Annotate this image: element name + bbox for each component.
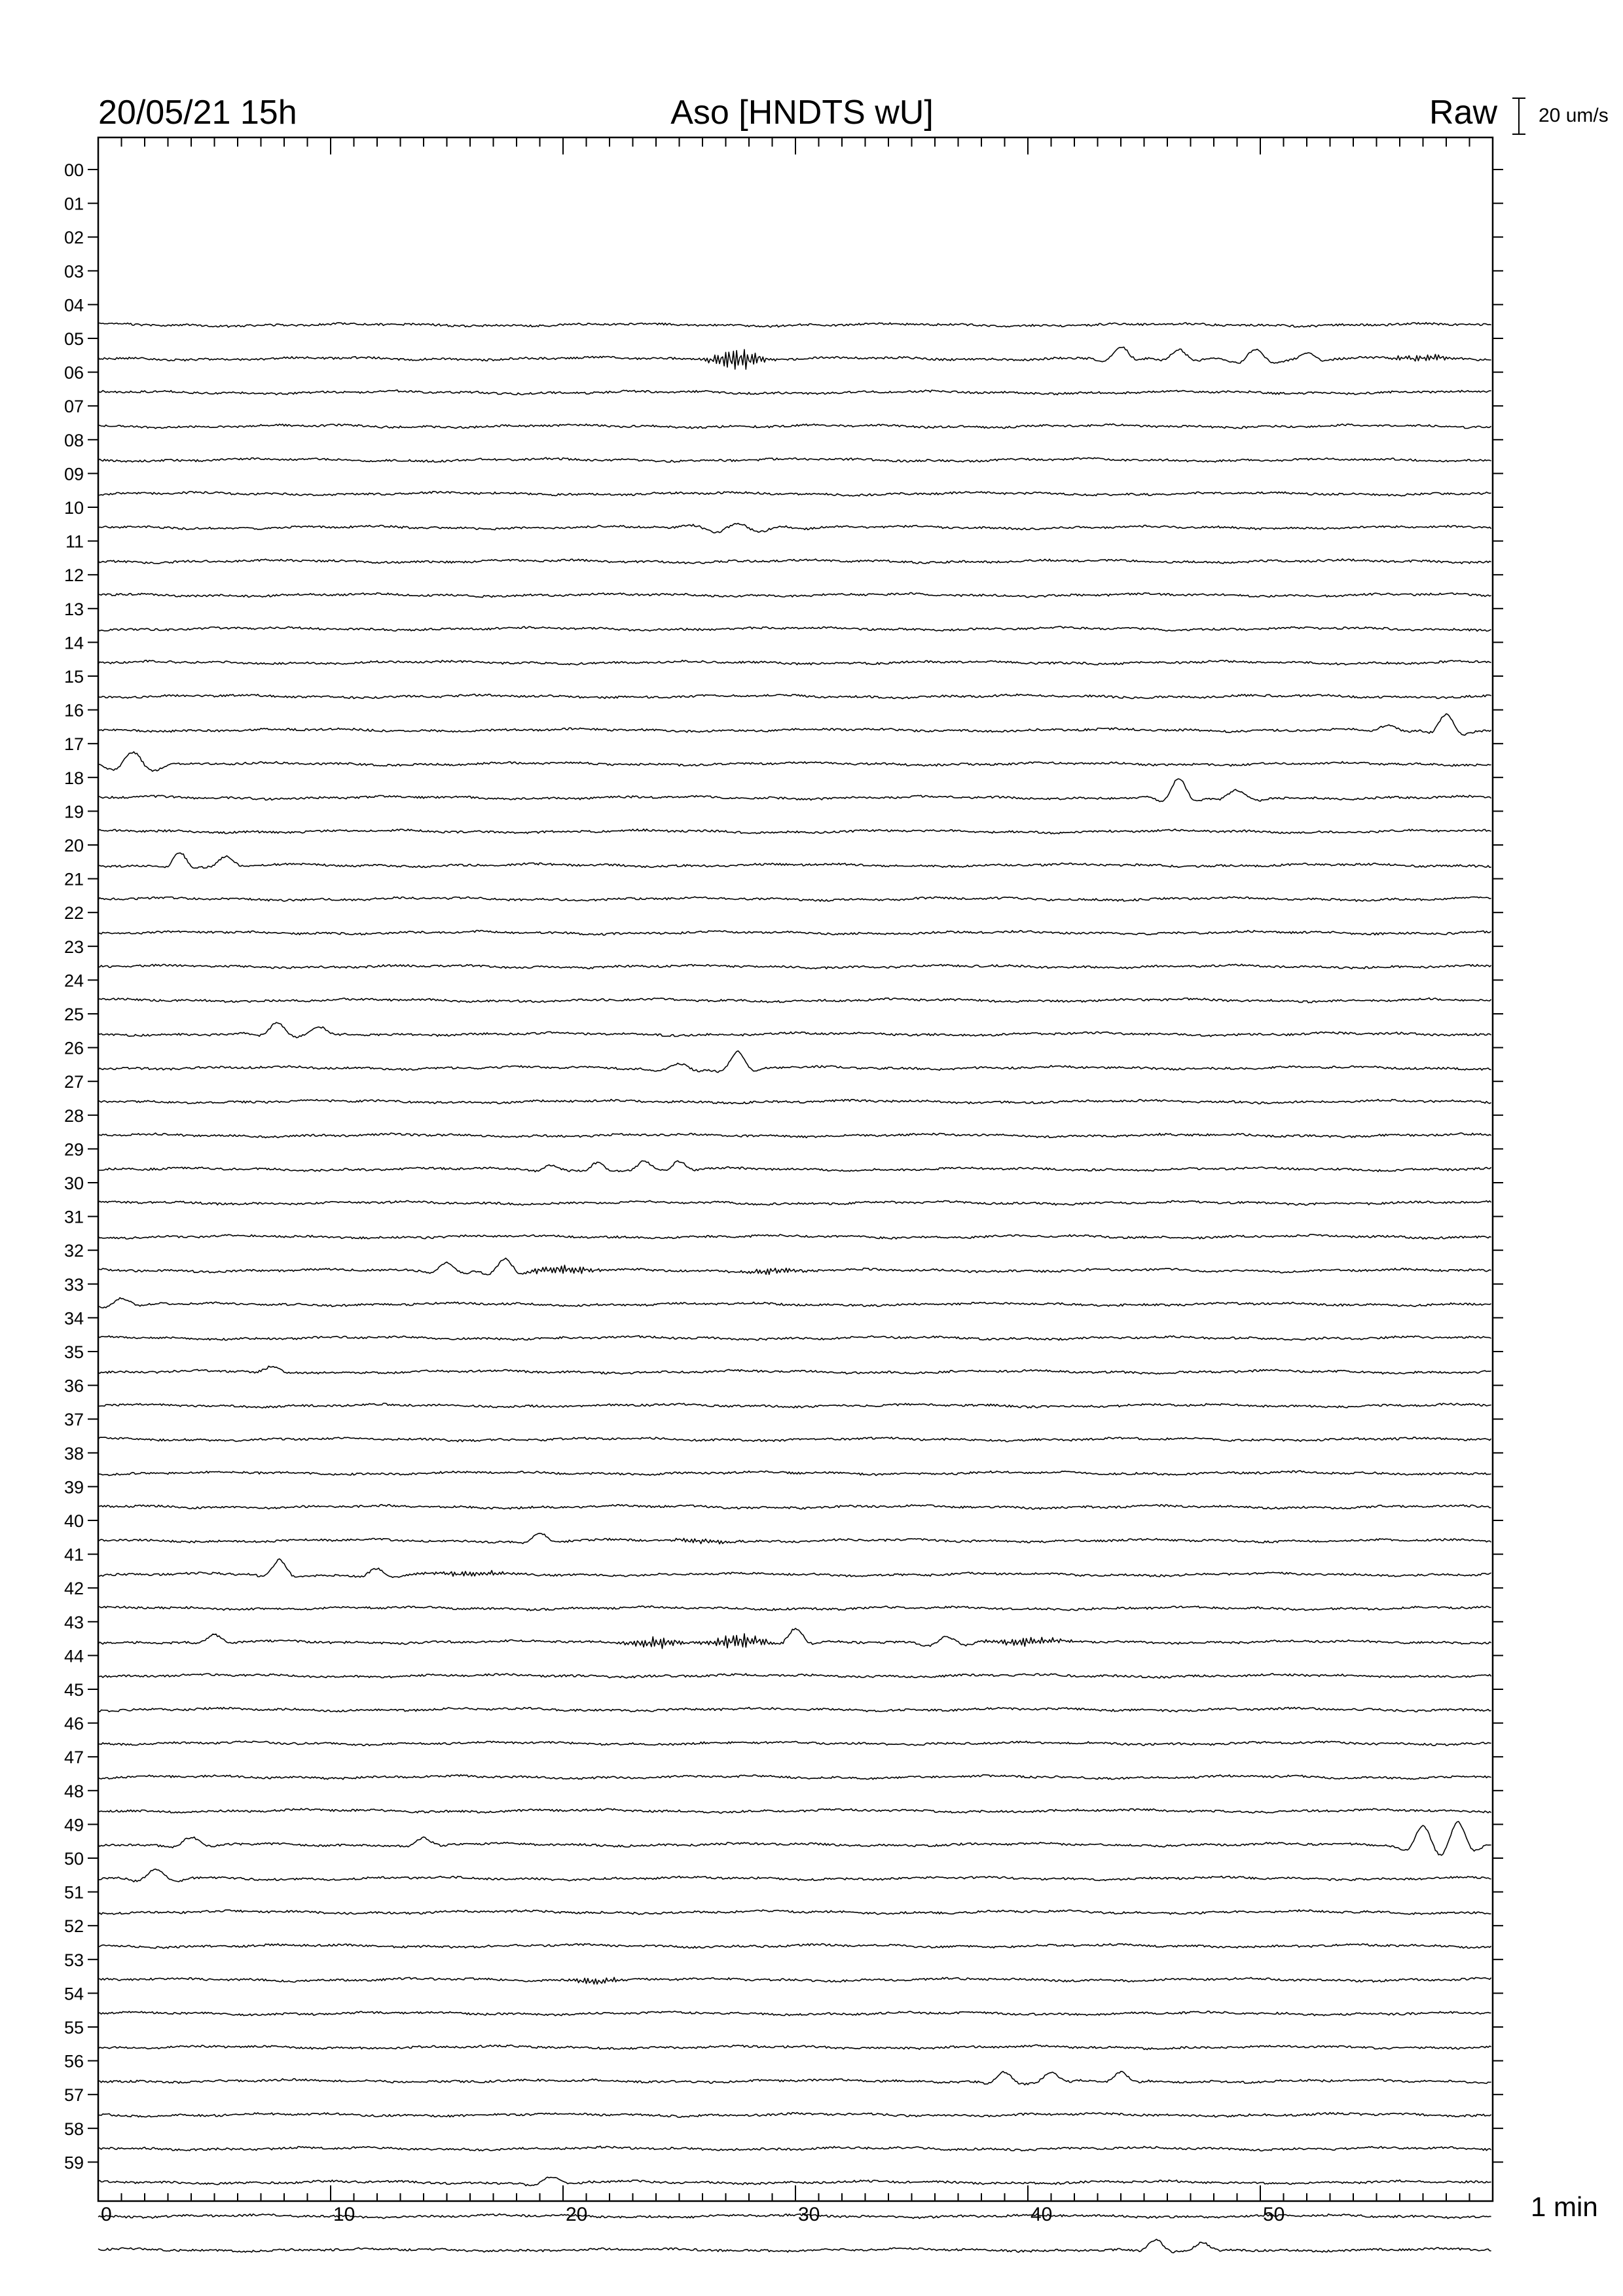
trace-line	[98, 1100, 1491, 1104]
row-label: 22	[64, 903, 84, 924]
mode-label: Raw	[1429, 94, 1498, 132]
trace-line	[98, 492, 1491, 496]
trace-line	[98, 964, 1491, 969]
trace-line	[98, 1437, 1491, 1442]
row-label: 40	[64, 1511, 84, 1531]
trace-line	[98, 714, 1491, 736]
row-label: 38	[64, 1443, 84, 1463]
x-axis-unit-label: 1 min	[1531, 2191, 1598, 2222]
row-label: 23	[64, 937, 84, 957]
trace-line	[98, 2177, 1491, 2185]
trace-line	[98, 1910, 1491, 1914]
trace-line	[98, 2113, 1491, 2117]
row-label: 02	[64, 228, 84, 248]
row-label: 16	[64, 700, 84, 721]
trace-line	[98, 1977, 1491, 1984]
trace-line	[98, 457, 1491, 462]
trace-line	[98, 1821, 1491, 1856]
trace-line	[98, 1051, 1491, 1073]
trace-line	[98, 323, 1491, 327]
row-label: 03	[64, 261, 84, 281]
row-label: 55	[64, 2018, 84, 2037]
trace-line	[98, 1133, 1491, 1138]
row-label: 00	[64, 160, 84, 180]
row-label: 48	[64, 1781, 84, 1801]
trace-line	[98, 1944, 1491, 1948]
row-label: 31	[64, 1207, 84, 1227]
trace-line	[98, 1707, 1491, 1712]
row-labels	[64, 160, 1503, 2172]
trace-line	[98, 1606, 1491, 1611]
station-title: Aso [HNDTS wU]	[670, 94, 934, 132]
row-label: 26	[64, 1038, 84, 1058]
row-label: 08	[64, 430, 84, 450]
row-label: 20	[64, 836, 84, 855]
trace-line	[98, 1258, 1491, 1275]
row-label: 12	[64, 565, 84, 586]
trace-line	[98, 660, 1491, 665]
row-label: 24	[64, 971, 84, 991]
row-label: 42	[64, 1579, 84, 1599]
trace-line	[98, 2045, 1491, 2049]
trace-line	[98, 931, 1491, 935]
row-label: 53	[64, 1950, 84, 1970]
row-label: 21	[64, 869, 84, 889]
x-tick-label: 50	[1263, 2204, 1285, 2225]
row-label: 52	[64, 1916, 84, 1937]
x-tick-label: 20	[566, 2204, 588, 2225]
trace-line	[98, 1775, 1491, 1780]
trace-line	[98, 1200, 1491, 1205]
trace-line	[98, 1471, 1491, 1475]
trace-line	[98, 1160, 1491, 1172]
row-label: 47	[64, 1748, 84, 1768]
trace-line	[98, 897, 1491, 901]
row-label: 25	[64, 1005, 84, 1024]
row-label: 17	[64, 734, 84, 755]
x-axis-ticks	[98, 2185, 1493, 2225]
row-label: 49	[64, 1815, 84, 1835]
amplitude-scale-bar	[1512, 98, 1525, 134]
x-tick-label: 40	[1030, 2204, 1053, 2225]
trace-line	[98, 593, 1491, 598]
trace-line	[98, 559, 1491, 564]
row-label: 50	[64, 1849, 84, 1869]
row-label: 18	[64, 768, 84, 788]
x-tick-label: 10	[333, 2204, 356, 2225]
row-label: 09	[64, 464, 84, 484]
row-label: 32	[64, 1241, 84, 1261]
row-label: 43	[64, 1612, 84, 1632]
row-label: 45	[64, 1680, 84, 1700]
trace-line	[98, 1403, 1491, 1408]
trace-line	[98, 2146, 1491, 2151]
x-tick-label: 0	[101, 2204, 112, 2225]
row-label: 56	[64, 2051, 84, 2072]
row-label: 10	[64, 498, 84, 518]
row-label: 13	[64, 599, 84, 619]
row-label: 30	[64, 1174, 84, 1193]
row-label: 57	[64, 2085, 84, 2106]
row-label: 01	[64, 194, 84, 214]
seismic-traces	[98, 323, 1491, 2253]
date-hour-label: 20/05/21 15h	[98, 94, 297, 132]
trace-line	[98, 390, 1491, 395]
trace-line	[98, 1869, 1491, 1882]
row-label: 06	[64, 363, 84, 383]
trace-line	[98, 424, 1491, 429]
trace-line	[98, 1808, 1491, 1813]
row-label: 36	[64, 1376, 84, 1396]
trace-line	[98, 1505, 1491, 1509]
row-label: 39	[64, 1477, 84, 1498]
trace-line	[98, 1298, 1491, 1308]
trace-line	[98, 853, 1491, 868]
trace-line	[98, 1336, 1491, 1340]
row-label: 41	[64, 1545, 84, 1565]
trace-line	[98, 1366, 1491, 1374]
row-label: 15	[64, 667, 84, 687]
row-label: 54	[64, 1984, 84, 2004]
row-label: 19	[64, 802, 84, 822]
trace-line	[98, 626, 1491, 631]
trace-line	[98, 2072, 1491, 2085]
row-label: 28	[64, 1105, 84, 1126]
trace-line	[98, 524, 1491, 533]
row-label: 07	[64, 397, 84, 417]
trace-line	[98, 1534, 1491, 1544]
trace-line	[98, 1741, 1491, 1746]
row-label: 58	[64, 2119, 84, 2139]
row-label: 05	[64, 329, 84, 349]
row-label: 11	[65, 531, 84, 552]
trace-line	[98, 1559, 1491, 1577]
row-label: 33	[64, 1274, 84, 1295]
trace-line	[98, 1674, 1491, 1678]
trace-line	[98, 694, 1491, 698]
row-label: 35	[64, 1342, 84, 1362]
row-label: 46	[64, 1713, 84, 1734]
row-label: 51	[64, 1882, 84, 1903]
trace-line	[98, 1234, 1491, 1239]
row-label: 14	[64, 633, 84, 653]
row-label: 34	[64, 1308, 84, 1329]
row-label: 37	[64, 1410, 84, 1430]
row-label: 04	[64, 295, 84, 315]
row-label: 44	[64, 1646, 84, 1666]
trace-line	[98, 1628, 1491, 1649]
trace-line	[98, 998, 1491, 1003]
trace-overflow	[98, 2239, 1491, 2253]
trace-line	[98, 1022, 1491, 1037]
trace-line	[98, 2011, 1491, 2016]
trace-line	[98, 779, 1491, 802]
trace-line	[98, 347, 1491, 369]
row-label: 27	[64, 1072, 84, 1092]
scale-bar-label: 20 um/s	[1539, 105, 1609, 126]
trace-line	[98, 829, 1491, 834]
x-tick-label: 30	[798, 2204, 820, 2225]
row-label: 59	[64, 2153, 84, 2173]
trace-line	[98, 752, 1491, 772]
row-label: 29	[64, 1139, 84, 1160]
